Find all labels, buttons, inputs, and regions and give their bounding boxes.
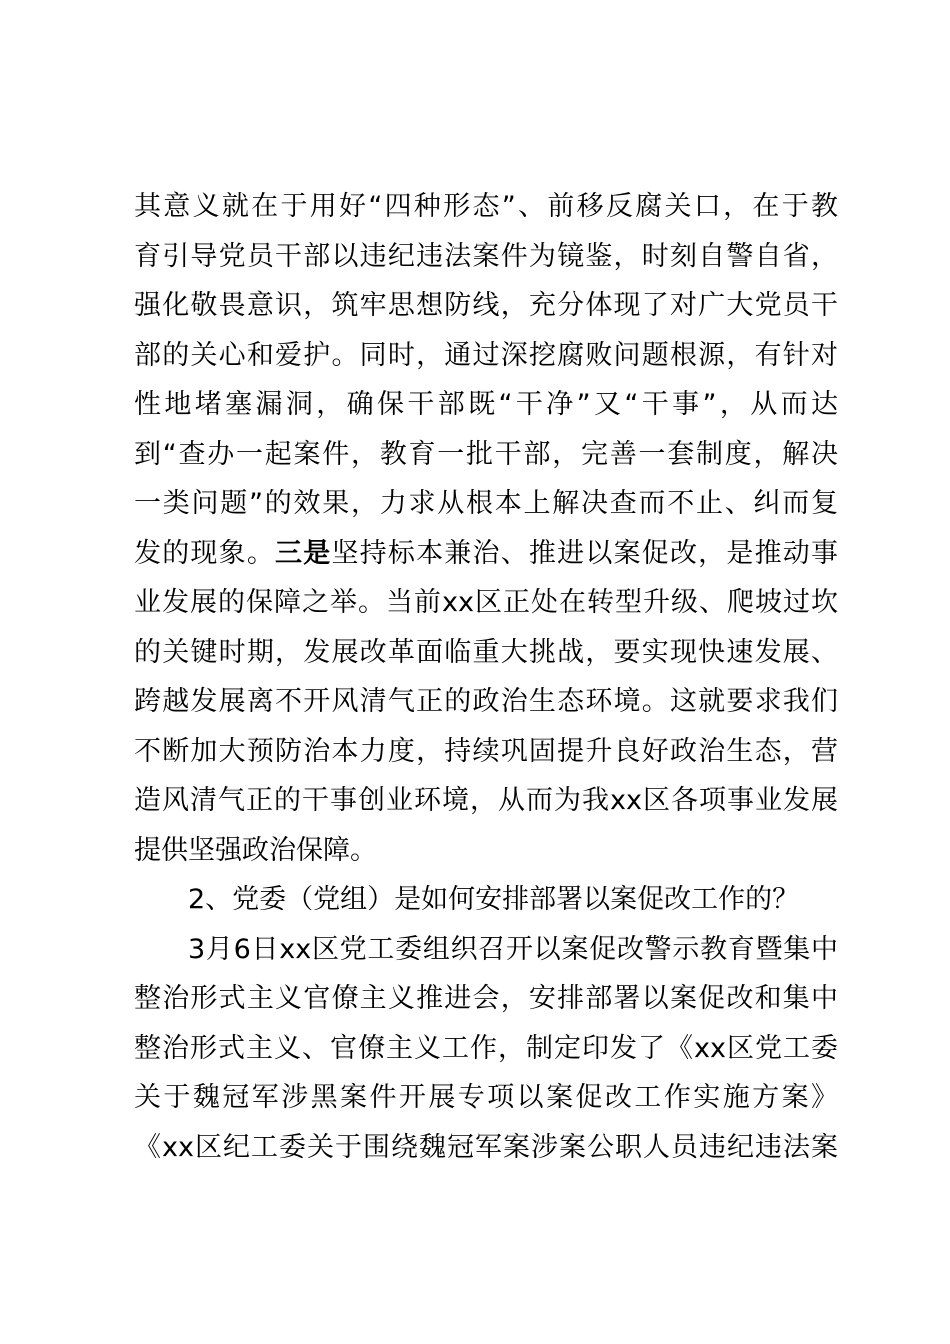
paragraph-line: 《xx区纪工委关于围绕魏冠军案涉案公职人员违纪违法案 [134, 1131, 838, 1163]
paragraph-line: 整治形式主义、官僚主义工作，制定印发了《xx区党工委 [134, 1032, 838, 1064]
paragraph-line: 跨越发展离不开风清气正的政治生态环境。这就要求我们 [134, 686, 838, 717]
paragraph-line: 育引导党员干部以违纪违法案件为镜鉴，时刻自警自省， [134, 240, 838, 272]
paragraph-line: 到“查办一起案件，教育一批干部，完善一套制度，解决 [134, 438, 838, 470]
paragraph-last-line: 提供坚强政治保障。 [134, 834, 377, 866]
paragraph-line: 部的关心和爱护。同时，通过深挖腐败问题根源，有针对 [134, 339, 838, 371]
paragraph-line: 造风清气正的干事创业环境，从而为我xx区各项事业发展 [134, 785, 838, 816]
paragraph-first-line: 3月6日xx区党工委组织召开以案促改警示教育暨集中 [188, 933, 838, 965]
paragraph-line: 一类问题”的效果，力求从根本上解决查而不止、纠而复 [134, 488, 838, 519]
paragraph-line: 业发展的保障之举。当前xx区正处在转型升级、爬坡过坎 [134, 587, 838, 618]
paragraph-line: 关于魏冠军涉黑案件开展专项以案促改工作实施方案》 [134, 1082, 838, 1113]
paragraph-line: 强化敬畏意识，筑牢思想防线，充分体现了对广大党员干 [134, 290, 838, 321]
emphasis-text: 三是 [275, 537, 332, 569]
paragraph-line-with-emphasis [134, 529, 838, 579]
text-run: 发的现象。 [134, 537, 276, 569]
section-heading: 2、党委（党组）是如何安排部署以案促改工作的？ [188, 884, 800, 915]
paragraph-line: 性地堵塞漏洞，确保干部既“干净”又“干事”，从而达 [134, 389, 838, 420]
body-text [134, 182, 838, 1172]
paragraph-line: 其意义就在于用好“四种形态”、前移反腐关口，在于教 [134, 191, 838, 222]
paragraph-line: 整治形式主义官僚主义推进会，安排部署以案促改和集中 [134, 983, 838, 1014]
paragraph-line: 不断加大预防治本力度，持续巩固提升良好政治生态，营 [134, 735, 838, 767]
text-run: 坚持标本兼治、推进以案促改，是推动事 [331, 537, 839, 569]
paragraph-line: 的关键时期，发展改革面临重大挑战，要实现快速发展、 [134, 636, 838, 668]
